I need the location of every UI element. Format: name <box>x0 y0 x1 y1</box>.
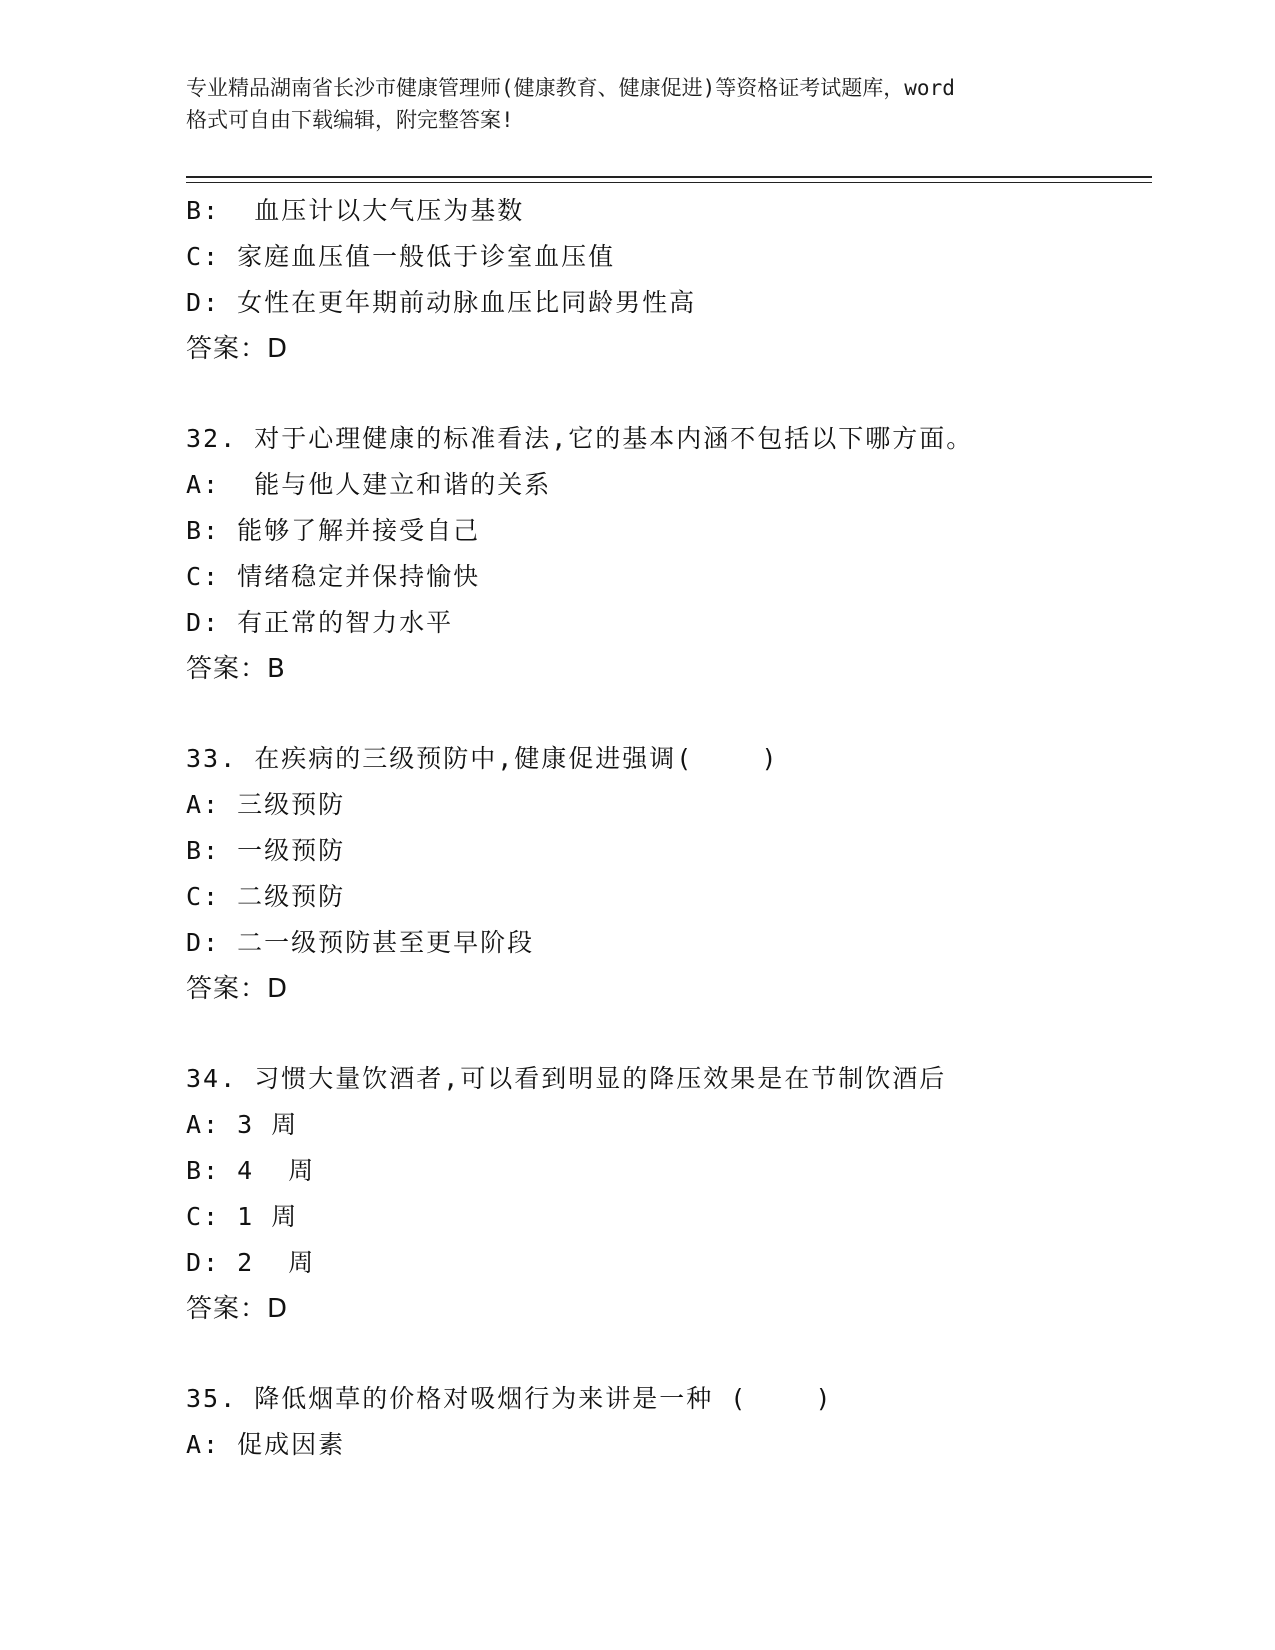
question-stem: 32. 对于心理健康的标准看法,它的基本内涵不包括以下哪方面。 <box>186 424 974 453</box>
question-stem: 34. 习惯大量饮酒者,可以看到明显的降压效果是在节制饮酒后 <box>186 1064 947 1093</box>
option-c: C: 家庭血压值一般低于诊室血压值 <box>186 242 616 271</box>
option-b: B: 一级预防 <box>186 836 346 865</box>
spacer <box>186 1012 1152 1056</box>
option-c: C: 情绪稳定并保持愉快 <box>186 562 481 591</box>
option-a: A: 能与他人建立和谐的关系 <box>186 470 552 499</box>
option-a: A: 三级预防 <box>186 790 346 819</box>
answer-line: 答案：B <box>186 654 286 684</box>
option-a: A: 促成因素 <box>186 1430 346 1459</box>
option-d: D: 2 周 <box>186 1248 316 1277</box>
header-divider-thick <box>186 176 1152 178</box>
option-b: B: 血压计以大气压为基数 <box>186 196 525 225</box>
document-header <box>186 72 1086 136</box>
question-list <box>186 188 1152 1468</box>
header-divider-thin <box>186 182 1152 183</box>
spacer <box>186 1332 1152 1376</box>
option-d: D: 二一级预防甚至更早阶段 <box>186 928 535 957</box>
option-d: D: 有正常的智力水平 <box>186 608 454 637</box>
answer-line: 答案：D <box>186 974 289 1004</box>
option-b: B: 能够了解并接受自己 <box>186 516 481 545</box>
option-b: B: 4 周 <box>186 1156 316 1185</box>
option-a: A: 3 周 <box>186 1110 299 1139</box>
option-c: C: 二级预防 <box>186 882 346 911</box>
answer-line: 答案：D <box>186 334 289 364</box>
question-block-35 <box>186 1376 1152 1468</box>
question-block-32 <box>186 416 1152 692</box>
spacer <box>186 372 1152 416</box>
header-line-2: 格式可自由下载编辑，附完整答案! <box>186 108 514 132</box>
question-stem: 35. 降低烟草的价格对吸烟行为来讲是一种 ( ) <box>186 1384 833 1413</box>
option-d: D: 女性在更年期前动脉血压比同龄男性高 <box>186 288 697 317</box>
question-block-31 <box>186 188 1152 372</box>
option-c: C: 1 周 <box>186 1202 299 1231</box>
header-line-1: 专业精品湖南省长沙市健康管理师(健康教育、健康促进)等资格证考试题库，word <box>186 76 955 100</box>
question-block-33 <box>186 736 1152 1012</box>
question-stem: 33. 在疾病的三级预防中,健康促进强调( ) <box>186 744 779 773</box>
answer-line: 答案：D <box>186 1294 289 1324</box>
question-block-34 <box>186 1056 1152 1332</box>
spacer <box>186 692 1152 736</box>
